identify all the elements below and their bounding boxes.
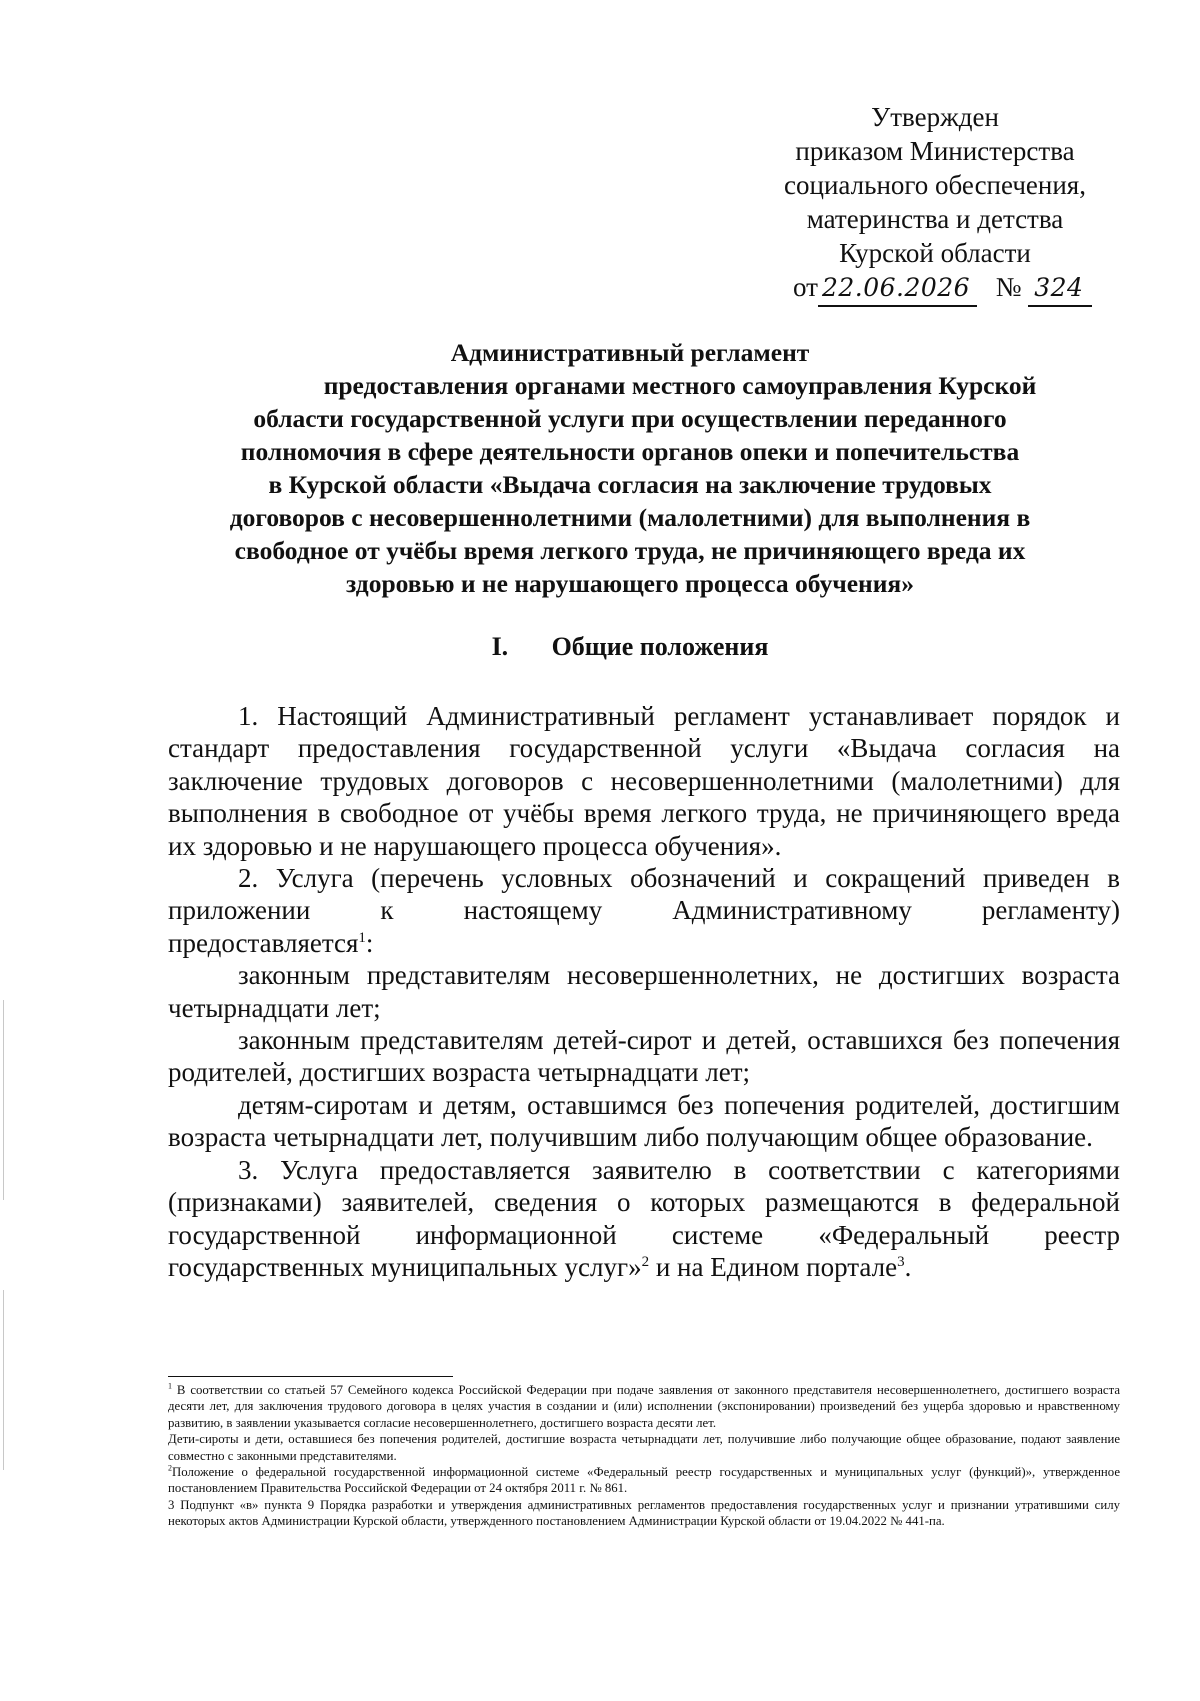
footnote-ref-3: 3 bbox=[897, 1253, 905, 1270]
paragraph-1: 1. Настоящий Административный регламент устанавливает порядок и стандарт предоставления государственной услуги «Выдача согласия на заключение трудовых договоров с несовершеннолетними (малолетними) для выполнения в свободное от учёбы время легкого труда, не причиняющего вреда их здоровью и не нарушающего процесса обучения». bbox=[168, 701, 1120, 861]
title-line: здоровью и не нарушающего процесса обучения» bbox=[346, 569, 914, 598]
footnote-ref-2: 2 bbox=[641, 1253, 650, 1270]
document-body bbox=[168, 700, 1120, 1283]
approval-date-line bbox=[760, 270, 1110, 307]
list-item: детям-сиротам и детям, оставшимся без попечения родителей, достигшим возраста четырнадцати лет, получившим либо получающим общее образование. bbox=[168, 1089, 1120, 1153]
date-prefix: от bbox=[793, 272, 818, 302]
footnote-2 bbox=[168, 1464, 1120, 1497]
paragraph-2-text: предоставляется bbox=[168, 927, 359, 958]
title-line: полномочия в сфере деятельности органов опеки и попечительства bbox=[240, 437, 1020, 466]
footnote-1 bbox=[168, 1382, 1120, 1431]
scan-edge-mark bbox=[3, 1290, 4, 1470]
document-title bbox=[170, 336, 1090, 600]
paragraph-2-line: приложении к настоящему Административному регламенту) bbox=[168, 895, 1120, 926]
title-line: свободное от учёбы время легкого труда, не причиняющего вреда их bbox=[234, 536, 1026, 565]
list-item: законным представителям несовершеннолетних, не достигших возраста четырнадцати лет; bbox=[168, 960, 1120, 1023]
footnote-2-text: Положение о федеральной государственной информационной системе «Федеральный реестр государственных и муниципальных услуг (функций)», утвержденное постановлением Правительства Российской Федерации от 24 октября 2011 г. № 861. bbox=[168, 1465, 1120, 1496]
footnote-2-mark: 2 bbox=[168, 1463, 172, 1473]
footnotes bbox=[168, 1382, 1120, 1530]
number-label: № bbox=[995, 272, 1022, 302]
section-number: I. bbox=[491, 632, 509, 661]
approval-line: материнства и детства bbox=[806, 204, 1064, 234]
handwritten-date: 22.06.2026 bbox=[818, 271, 977, 307]
scan-edge-mark bbox=[3, 1000, 4, 1200]
approval-line: Утвержден bbox=[871, 102, 999, 132]
section-title: Общие положения bbox=[551, 632, 769, 661]
paragraph-2-line: 2. Услуга (перечень условных обозначений и сокращений приведен в bbox=[238, 863, 1120, 894]
footnote-1-text: В соответствии со статьей 57 Семейного кодекса Российской Федерации при подаче заявления от законного представителя несовершеннолетнего, достигшего возраста десяти лет, для заключения трудового договора в целях участия в создании и (или) исполнении (экспонировании) произведений без ущерба здоровью и нравственному развитию, в заявлении указывается согласие несовершеннолетнего, достигшего возраста десяти лет. bbox=[168, 1383, 1120, 1430]
paragraph-3-end: . bbox=[904, 1251, 912, 1282]
list-item: законным представителям детей-сирот и детей, оставшихся без попечения родителей, достигших возраста четырнадцати лет; bbox=[168, 1025, 1120, 1088]
paragraph-2-colon: : bbox=[365, 927, 374, 958]
paragraph-3-text: 3. Услуга предоставляется заявителю в соответствии с категориями (признаками) заявителей, сведения о которых размещаются в федеральной государственной информационной системе «Федеральный реестр государственных муниципальных услуг» bbox=[168, 1154, 1120, 1282]
footnote-3: 3 Подпункт «в» пункта 9 Порядка разработки и утверждения административных регламентов предоставления государственных услуг и признании утратившими силу некоторых актов Администрации Курской области, утвержденного постановлением Администрации Курской области от 19.04.2022 № 441-па. bbox=[168, 1497, 1120, 1529]
handwritten-number: 324 bbox=[1028, 271, 1092, 307]
approval-line: Курской области bbox=[839, 238, 1031, 268]
footnote-1-mark: 1 bbox=[168, 1381, 172, 1391]
title-line: области государственной услуги при осуществлении переданного bbox=[253, 404, 1007, 433]
approval-line: приказом Министерства bbox=[795, 136, 1075, 166]
footnote-divider bbox=[168, 1376, 453, 1377]
title-line: Административный регламент bbox=[450, 338, 810, 367]
section-heading bbox=[170, 632, 1090, 662]
approval-line: социального обеспечения, bbox=[784, 170, 1086, 200]
title-line: предоставления органами местного самоуправления Курской bbox=[323, 371, 1037, 400]
paragraph-2-line bbox=[168, 927, 1120, 959]
title-line: в Курской области «Выдача согласия на заключение трудовых bbox=[268, 470, 992, 499]
footnote-ref-1: 1 bbox=[358, 929, 366, 946]
title-line: договоров с несовершеннолетними (малолетними) для выполнения в bbox=[229, 503, 1031, 532]
approval-stamp-block bbox=[760, 100, 1110, 307]
paragraph-3-mid: и на Едином портале bbox=[649, 1251, 898, 1282]
paragraph-3 bbox=[168, 1154, 1120, 1284]
footnote-1-continued: Дети-сироты и дети, оставшиеся без попечения родителей, достигшие возраста четырнадцати лет, получившие либо получающие общее образование, подают заявление совместно с законными представителями. bbox=[168, 1432, 1120, 1463]
